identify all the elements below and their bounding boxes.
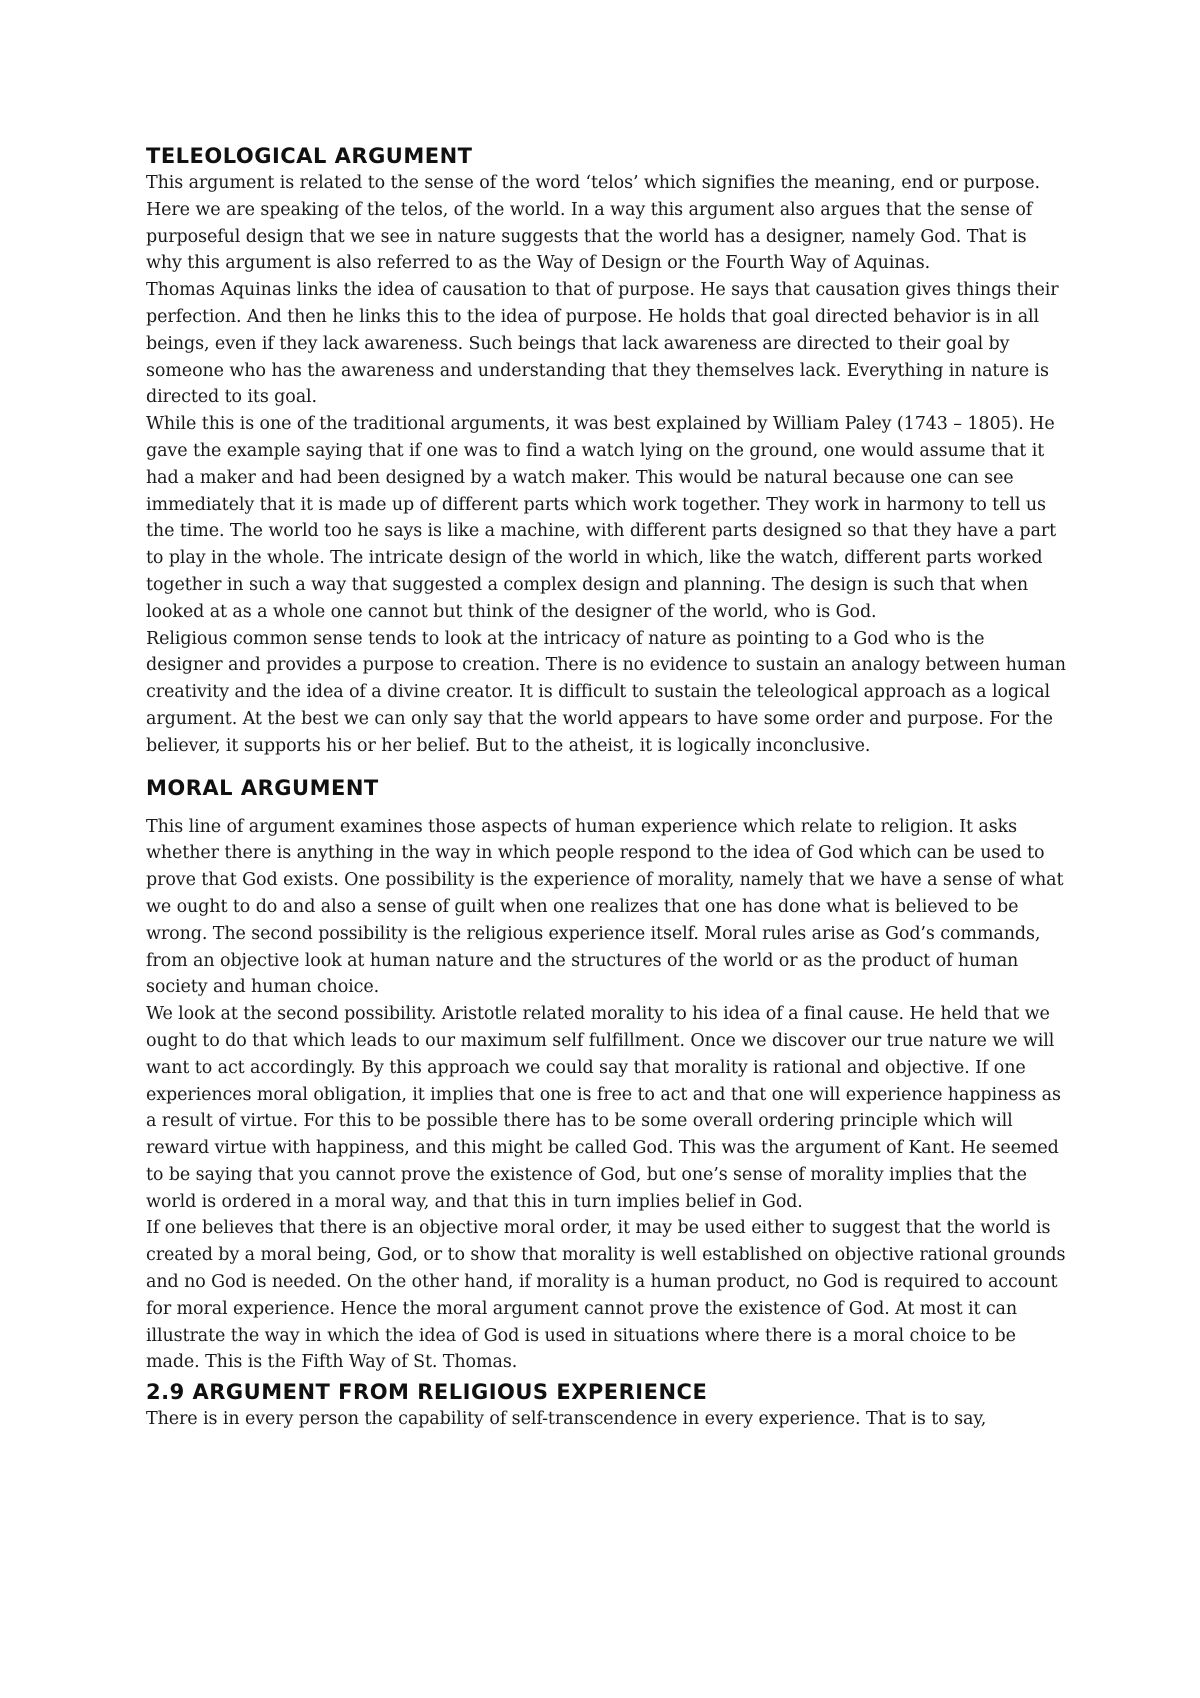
paragraph: Religious common sense tends to look at the intricacy of nature as pointing to a God who is the designer and provides a purpose to creation. There is no evidence to sustain an analogy between human creativity and the idea of a divine creator. It is difficult to sustain the teleological approach as a logical argument. At the best we can only say that the world appears to have some order and purpose. For the believer, it supports his or her belief. But to the atheist, it is logically inconclusive.	[146, 628, 1066, 756]
paragraph: While this is one of the traditional arguments, it was best explained by William Paley (1743 – 1805). He gave the example saying that if one was to find a watch lying on the ground, one would assume that it had a maker and had been designed by a watch maker. This would be natural because one can see immediately that it is made up of different parts which work together. They work in harmony to tell us the time. The world too he says is like a machine, with different parts designed so that they have a part to play in the whole. The intricate design of the world in which, like the watch, different parts worked together in such a way that suggested a complex design and planning. The design is such that when looked at as a whole one cannot but think of the designer of the world, who is God.	[146, 414, 1057, 622]
paragraph: This line of argument examines those aspects of human experience which relate to religion. It asks whether there is anything in the way in which people respond to the idea of God which can be used to prove that God exists. One possibility is the experience of morality, namely that we have a sense of what we ought to do and also a sense of guilt when one realizes that one has done what is believed to be wrong. The second possibility is the religious experience itself. Moral rules arise as God’s commands, from an objective look at human nature and the structures of the world or as the product of human society and human choice.	[146, 816, 1064, 998]
paragraph: We look at the second possibility. Aristotle related morality to his idea of a final cause. He held that we ought to do that which leads to our maximum self fulfillment. Once we discover our true nature we will want to act accordingly. By this approach we could say that morality is rational and objective. If one experiences moral obligation, it implies that one is free to act and that one will experience happiness as a result of virtue. For this to be possible there has to be some overall ordering principle which will reward virtue with happiness, and this might be called God. This was the argument of Kant. He seemed to be saying that you cannot prove the existence of God, but one’s sense of morality implies that the world is ordered in a moral way, and that this in turn implies belief in God.	[146, 1004, 1061, 1212]
paragraph: Thomas Aquinas links the idea of causation to that of purpose. He says that causation gives things their perfection. And then he links this to the idea of purpose. He holds that goal directed behavior is in all beings, even if they lack awareness. Such beings that lack awareness are directed to their goal by someone who has the awareness and understanding that they themselves lack. Everything in nature is directed to its goal.	[146, 280, 1059, 408]
paragraph: If one believes that there is an objective moral order, it may be used either to suggest that the world is created by a moral being, God, or to show that morality is well established on objective rational grounds and no God is needed. On the other hand, if morality is a human product, no God is required to account for moral experience. Hence the moral argument cannot prove the existence of God. At most it can illustrate the way in which the idea of God is used in situations where there is a moral choice to be made. This is the Fifth Way of St. Thomas.	[146, 1218, 1066, 1373]
section-heading-moral: MORAL ARGUMENT	[146, 775, 379, 800]
paragraph: This argument is related to the sense of the word ‘telos’ which signifies the meaning, end or purpose. Here we are speaking of the telos, of the world. In a way this argument also argues that the sense of purposeful design that we see in nature suggests that the world has a designer, namely God. That is why this argument is also referred to as the Way of Design or the Fourth Way of Aquinas.	[146, 173, 1041, 274]
paragraph: There is in every person the capability of self-transcendence in every experience. That is to say,	[146, 1409, 987, 1430]
document-page	[146, 142, 1066, 1433]
section-heading-religious-experience: 2.9 ARGUMENT FROM RELIGIOUS EXPERIENCE	[146, 1380, 708, 1405]
section-heading-teleological: TELEOLOGICAL ARGUMENT	[146, 144, 473, 168]
